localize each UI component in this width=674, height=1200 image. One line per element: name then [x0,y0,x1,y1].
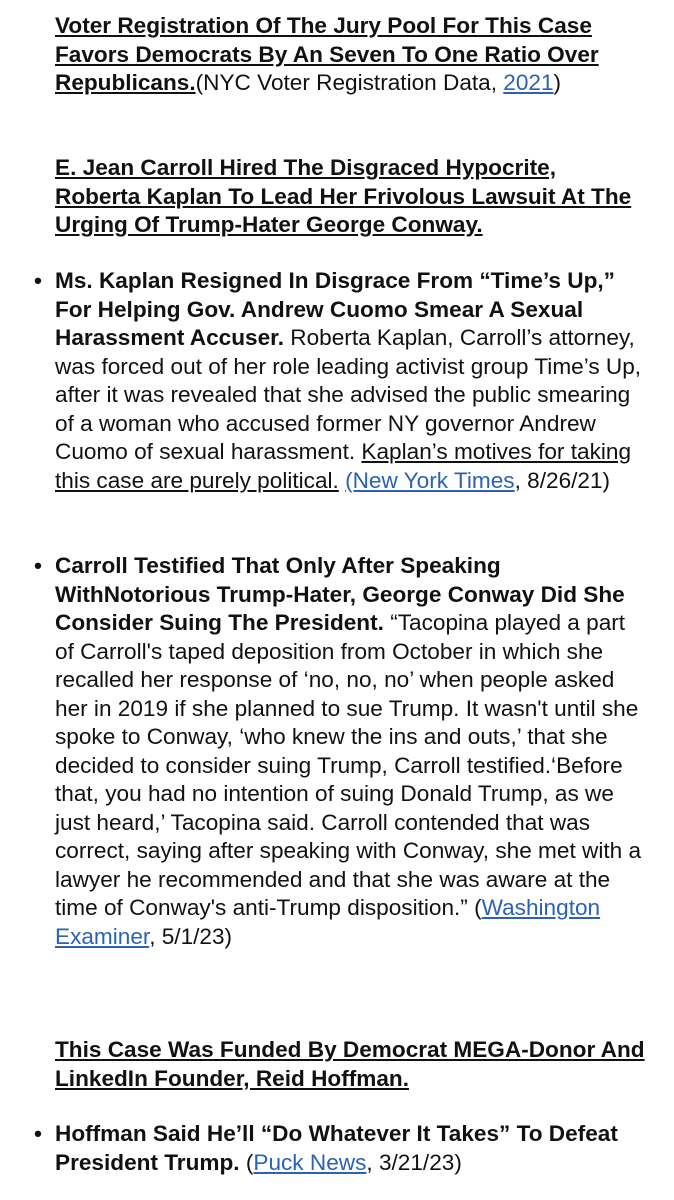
source-link-puck-news[interactable]: Puck News [253,1149,367,1175]
source-link-washington-examiner[interactable]: Washington Examiner [55,895,601,949]
section-heading: E. Jean Carroll Hired The Disgraced Hypocrite, Roberta Kaplan To Lead Her Frivolous Lawsuit At The Urging Of Trump-Hater George Conway. [55,155,632,237]
bullet-heading: Ms. Kaplan Resigned In Disgrace From “Time’s Up,” For Helping Gov. Andrew Cuomo Smear A Sexual Harassment Accuser. [55,268,615,350]
bullet-heading: Hoffman Said He’ll “Do Whatever It Takes” To Defeat President Trump. [55,1121,618,1175]
source-link-2021[interactable]: 2021 [503,70,554,95]
underlined-claim: Kaplan’s motives for taking this case are purely political. [55,439,632,493]
source-date: , 8/26/21) [514,467,611,493]
source-date: , 3/21/23) [366,1149,462,1175]
bullet-heading: Carroll Testified That Only After Speaking WithNotorious Trump-Hater, George Conway Did She Consider Suing The President. [55,553,625,635]
bullet-body: Roberta Kaplan, Carroll’s attorney, was forced out of her role leading activist group Time’s Up, after it was revealed that she advised the public smearing of a woman who accused former NY governor Andrew Cuomo of sexual harassment. [55,325,642,464]
bullet-icon: • [34,268,42,293]
section-heading: This Case Was Funded By Democrat MEGA-Donor And LinkedIn Founder, Reid Hoffman. [55,1037,645,1091]
section-heading: Voter Registration Of The Jury Pool For This Case Favors Democrats By An Seven To One Ratio Over Republicans. [55,13,599,95]
bullet-body: “Tacopina played a part of Carroll's taped deposition from October in which she recalled her response of ‘no, no, no’ when people asked her in 2019 if she planned to sue Trump. It wasn't until she spoke to Conway, ‘who knew the ins and outs,’ that she decided to consider suing Trump, Carroll testified.‘Before that, you had no intention of suing Donald Trump, as we just heard,’ Tacopina said. Carroll contended that was correct, saying after speaking with Conway, she met with a lawyer he recommended and that she was aware at the time of Conway's anti-Trump disposition.” ( [55,610,642,920]
bullet-icon: • [34,553,42,578]
bullet-body: ( [239,1149,254,1175]
section-kaplan-hired [55,154,645,240]
source-link-new-york-times[interactable]: (New York Times [345,467,515,493]
source-text: (NYC Voter Registration Data, [195,70,504,95]
section-hoffman-funding [55,1036,645,1093]
source-close: ) [553,70,562,95]
source-date: , 5/1/23) [149,923,233,949]
section-voter-registration [55,12,645,98]
bullet-icon: • [34,1121,42,1146]
